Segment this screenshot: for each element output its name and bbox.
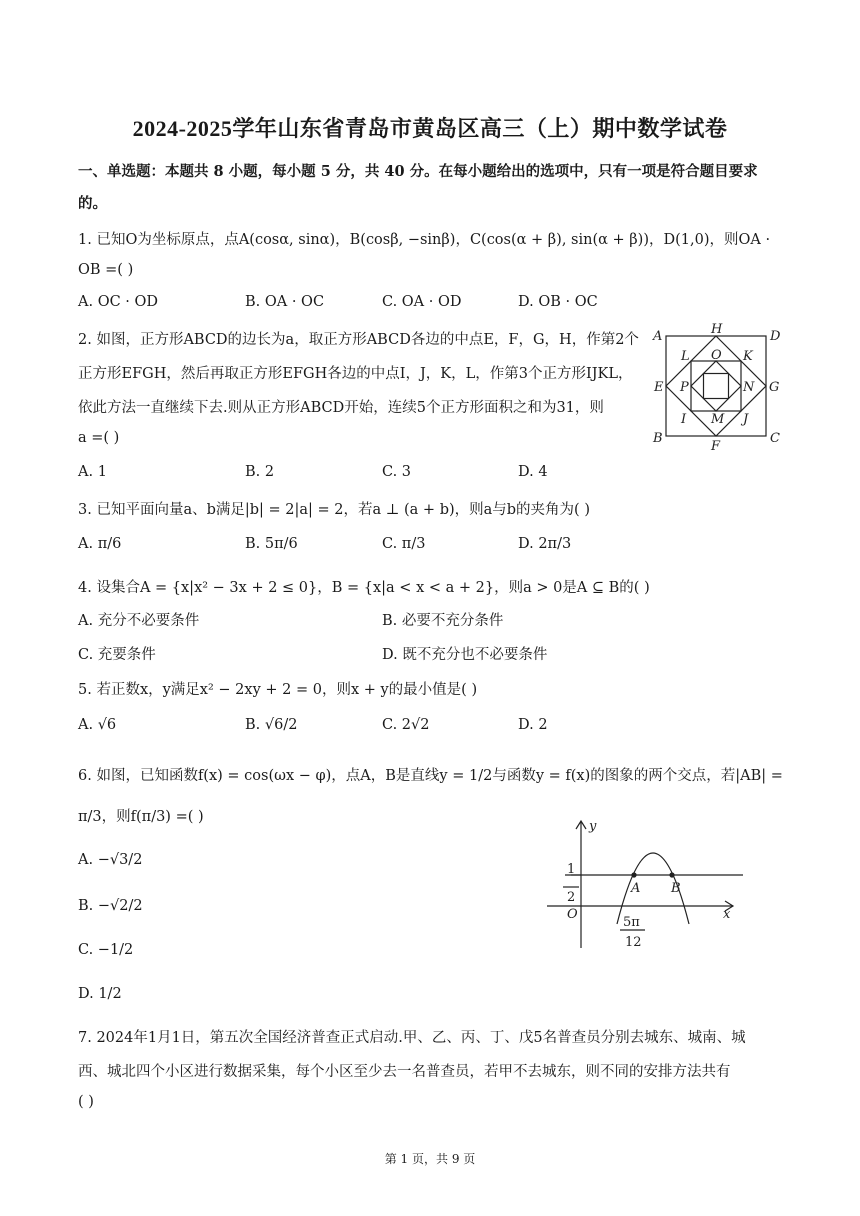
q4-option-d: D. 既不充分也不必要条件 (382, 647, 548, 663)
square-inner (704, 374, 729, 399)
q2-stem-line3: 依此方法一直继续下去.则从正方形ABCD开始，连续5个正方形面积之和为31，则 (78, 400, 604, 416)
q3-option-a: A. π/6 (78, 536, 122, 552)
label-o: O (711, 348, 722, 363)
label-tick-den: 12 (625, 935, 642, 950)
label-b: B (653, 431, 663, 446)
label-e: E (654, 380, 664, 395)
q5-option-c: C. 2√2 (382, 717, 430, 733)
q3-option-c: C. π/3 (382, 536, 426, 552)
q2-option-a: A. 1 (78, 464, 107, 480)
q6-option-c: C. −1/2 (78, 942, 134, 958)
point-a (631, 872, 636, 877)
label-k: K (743, 349, 753, 364)
q1-option-d: D. OB · OC (518, 294, 598, 310)
label-tick-num: 5π (623, 915, 640, 930)
q6-stem-line2: π/3，则f(π/3) =( ) (78, 809, 204, 825)
section-heading-line1: 一、单选题：本题共 8 小题，每小题 5 分，共 40 分。在每小题给出的选项中，只有一项是符合题目要求 (78, 163, 758, 180)
q5-option-b: B. √6/2 (245, 717, 298, 733)
section-heading-line2: 的。 (78, 195, 107, 212)
q7-stem-line1: 7. 2024年1月1日，第五次全国经济普查正式启动.甲、乙、丙、丁、戊5名普查员分别去城东、城南、城 (78, 1030, 746, 1046)
label-half-den: 2 (567, 890, 576, 905)
q1-option-c: C. OA · OD (382, 294, 462, 310)
q2-option-d: D. 4 (518, 464, 548, 480)
q4-stem: 4. 设集合A = {x|x² − 3x + 2 ≤ 0}，B = {x|a < x < a + 2}，则a > 0是A ⊆ B的( ) (78, 580, 650, 596)
q3-stem: 3. 已知平面向量a、b满足|b| = 2|a| = 2，若a ⊥ (a + b)，则a与b的夹角为( ) (78, 502, 590, 518)
label-j: J (743, 412, 749, 427)
label-p: P (680, 380, 689, 395)
q2-option-b: B. 2 (245, 464, 275, 480)
point-b (669, 872, 674, 877)
cosine-graph-figure (545, 812, 745, 957)
nested-squares-figure (650, 322, 788, 454)
q2-stem-line2: 正方形EFGH，然后再取正方形EFGH各边的中点I，J，K，L，作第3个正方形IJKL， (78, 366, 633, 382)
page-title: 2024-2025学年山东省青岛市黄岛区高三（上）期中数学试卷 (132, 116, 728, 141)
label-a: A (653, 329, 663, 344)
q3-option-b: B. 5π/6 (245, 536, 298, 552)
label-l: L (681, 349, 690, 364)
q6-stem-line1: 6. 如图，已知函数f(x) = cos(ωx − φ)，点A，B是直线y = 1/2与函数y = f(x)的图象的两个交点，若|AB| = (78, 768, 783, 784)
q6-option-b: B. −√2/2 (78, 898, 143, 914)
label-d: D (770, 329, 781, 344)
q6-option-d: D. 1/2 (78, 986, 122, 1002)
label-x: x (723, 907, 731, 922)
page-footer: 第 1 页，共 9 页 (384, 1152, 476, 1166)
q1-stem-line1: 1. 已知O为坐标原点，点A(cosα, sinα)，B(cosβ, −sinβ)，C(cos(α + β), sin(α + β))，D(1,0)，则OA · (78, 232, 771, 248)
square-mnop (691, 361, 741, 411)
label-g: G (769, 380, 780, 395)
q4-option-c: C. 充要条件 (78, 647, 156, 663)
q1-option-b: B. OA · OC (245, 294, 325, 310)
q2-option-c: C. 3 (382, 464, 412, 480)
label-i: I (681, 412, 687, 427)
label-point-a: A (631, 881, 641, 896)
q7-stem-line2: 西、城北四个小区进行数据采集，每个小区至少去一名普查员，若甲不去城东，则不同的安排方法共有 (78, 1064, 731, 1080)
q2-stem-line4: a =( ) (78, 430, 120, 446)
label-c: C (770, 431, 780, 446)
q5-stem: 5. 若正数x，y满足x² − 2xy + 2 = 0，则x + y的最小值是( ) (78, 682, 478, 698)
label-m: M (711, 412, 725, 427)
q1-stem-line2: OB =( ) (78, 262, 134, 278)
label-half-num: 1 (567, 862, 576, 877)
label-y: y (589, 819, 597, 834)
q3-option-d: D. 2π/3 (518, 536, 572, 552)
q4-option-a: A. 充分不必要条件 (78, 613, 200, 629)
q4-option-b: B. 必要不充分条件 (382, 613, 504, 629)
q2-stem-line1: 2. 如图，正方形ABCD的边长为a，取正方形ABCD各边的中点E，F，G，H，作第2个 (78, 332, 639, 348)
square-ijkl (691, 361, 741, 411)
label-f: F (711, 439, 721, 454)
q6-option-a: A. −√3/2 (78, 852, 143, 868)
q5-option-d: D. 2 (518, 717, 548, 733)
q5-option-a: A. √6 (78, 717, 117, 733)
label-point-b: B (671, 881, 681, 896)
label-origin: O (567, 907, 578, 922)
label-h: H (711, 322, 723, 337)
q7-stem-line3: ( ) (78, 1094, 94, 1110)
label-n: N (743, 380, 755, 395)
q1-option-a: A. OC · OD (78, 294, 159, 310)
